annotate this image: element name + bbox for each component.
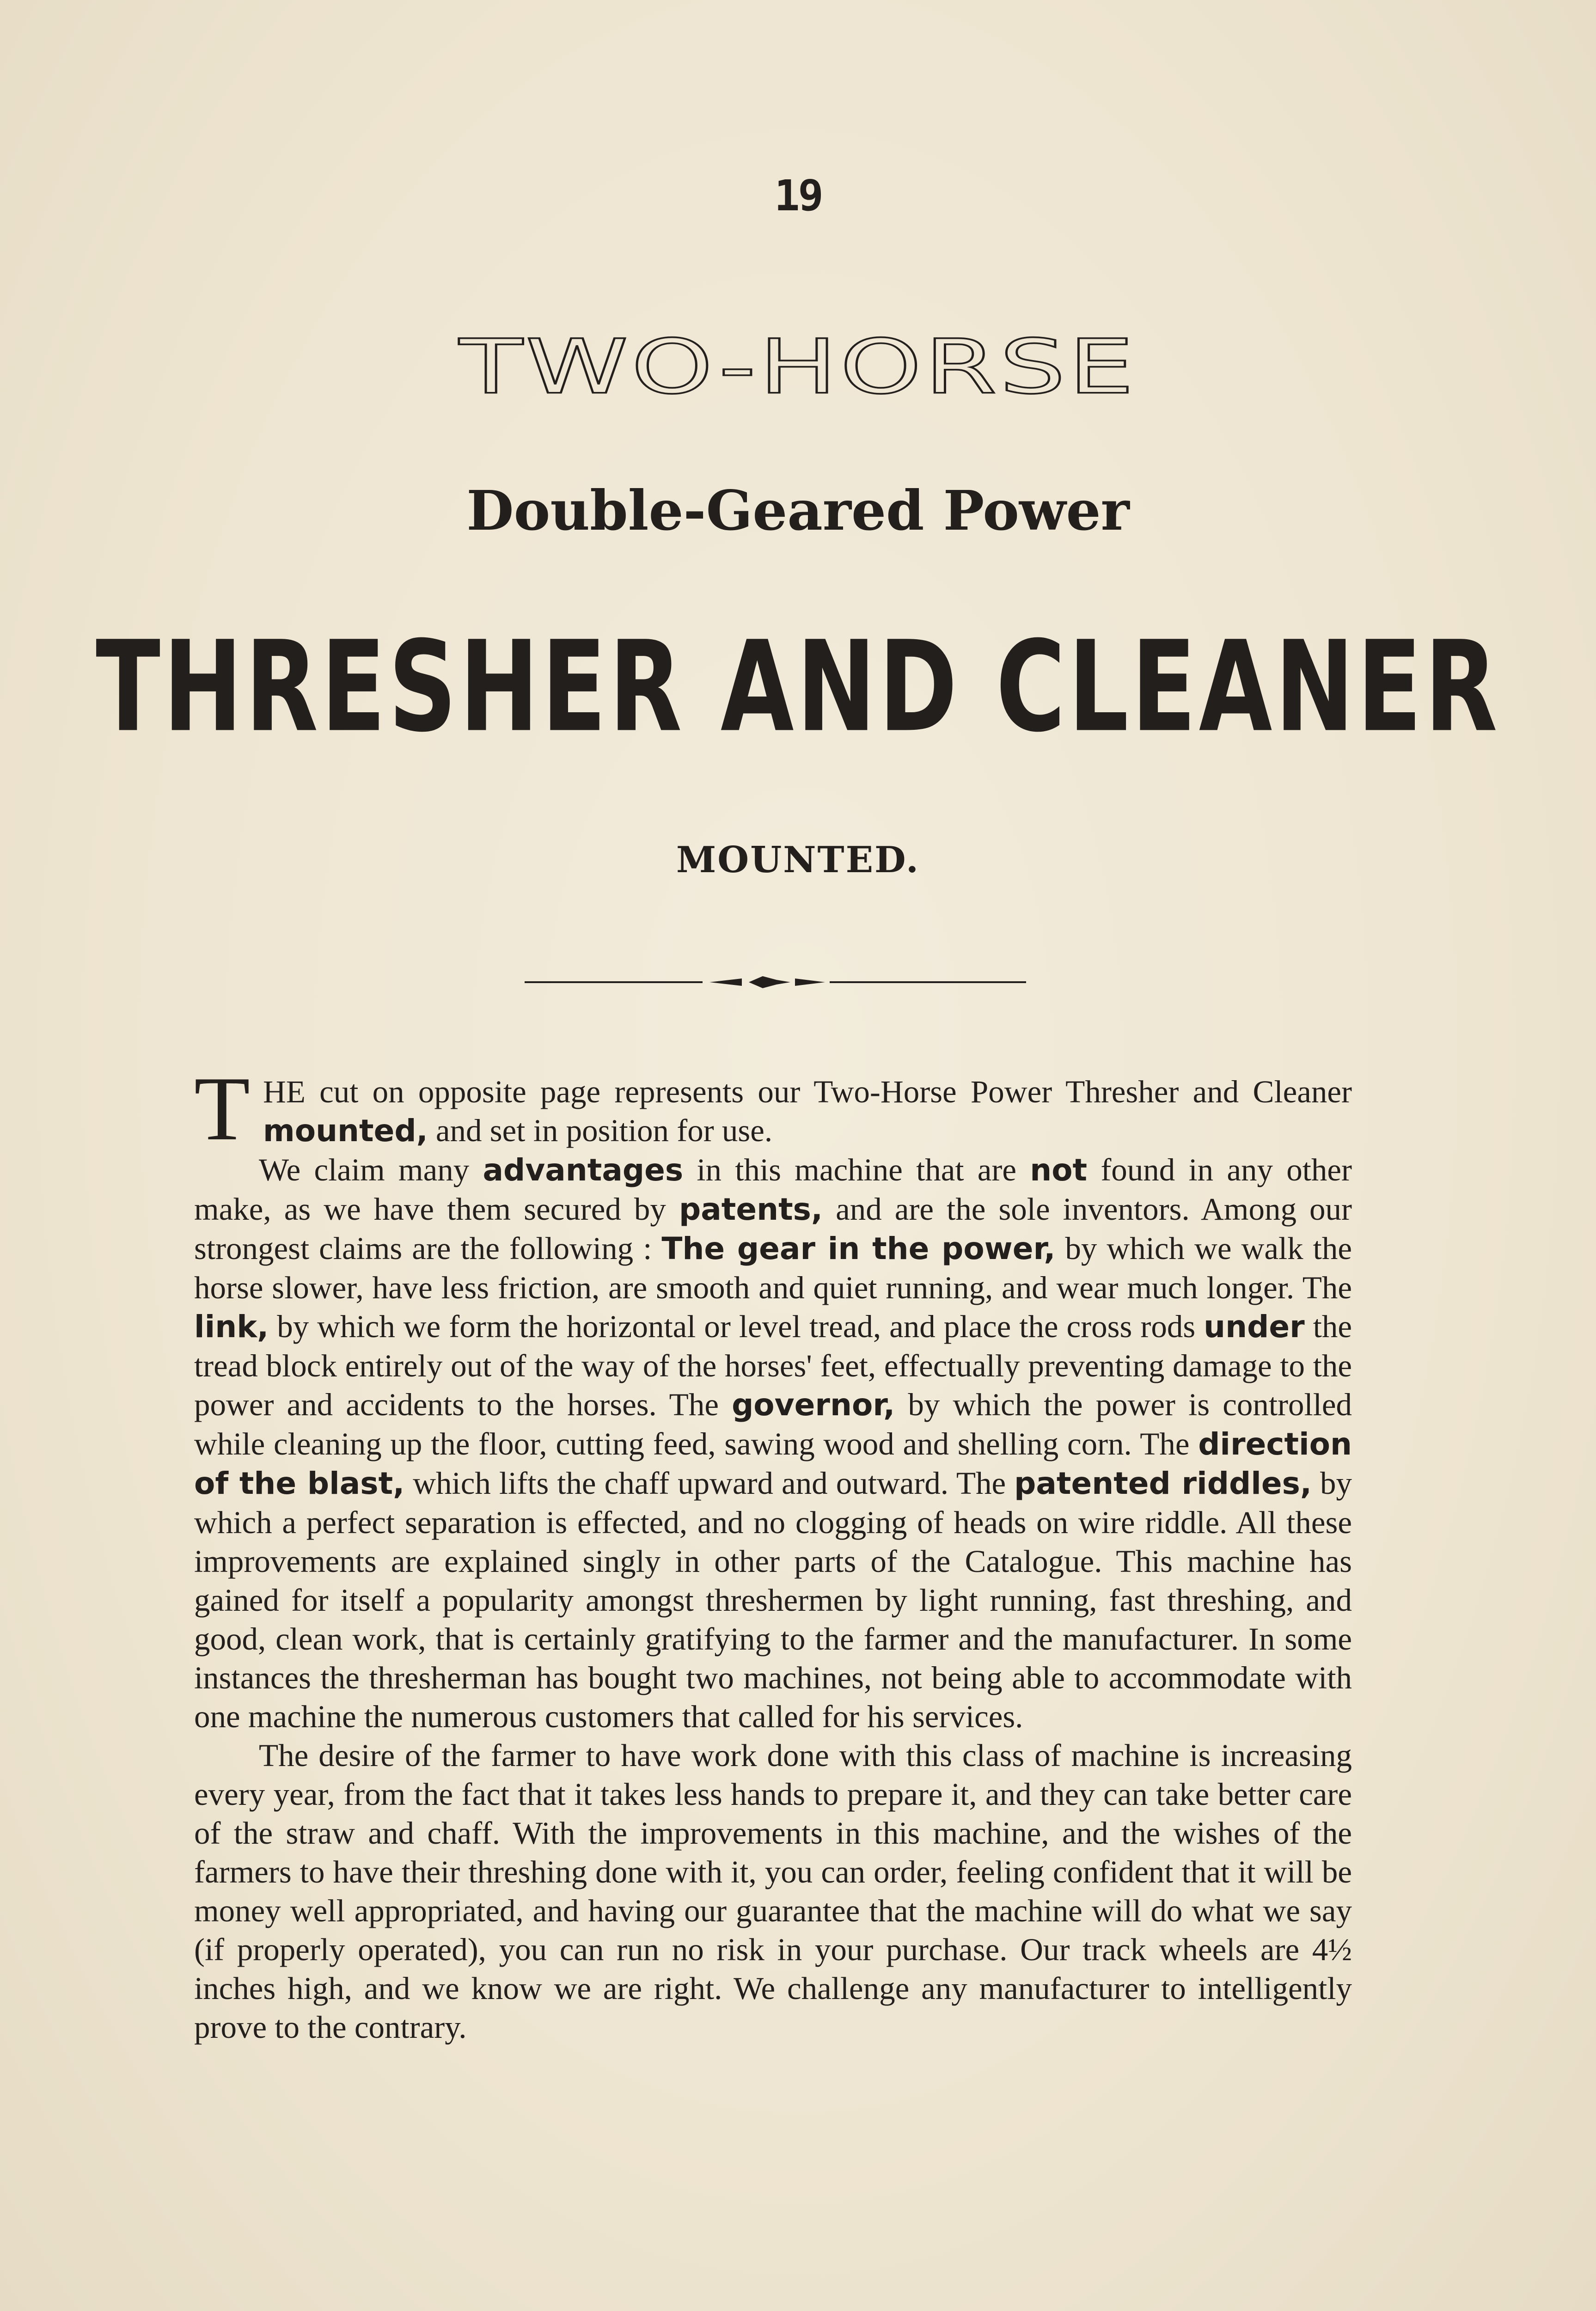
text-run: in this machine that are	[683, 1152, 1030, 1187]
keyword-direction-of-blast: direction of the blast,	[194, 1426, 1352, 1501]
heading-thresher-and-cleaner: THRESHER AND CLEANER	[96, 615, 1500, 760]
text-run: and are the sole inventors. Among our strongest claims are the following :	[194, 1192, 1352, 1266]
keyword-gear-in-power: The gear in the power,	[661, 1231, 1056, 1266]
keyword-mounted: mounted,	[263, 1113, 428, 1149]
text-run: We claim many	[259, 1152, 483, 1187]
text-run: the tread block entirely out of the way of the horses' feet, effectually preventing damage to the power and accidents to the horses. The	[194, 1309, 1352, 1422]
drop-cap: T	[194, 1058, 250, 1159]
keyword-link: link,	[194, 1309, 269, 1345]
text-run: by which a perfect separation is effected, and no clogging of heads on wire riddle. All these improvements are explained singly in other parts of the Catalogue. This machine has gained for itself a popularity amongst threshermen by light running, fast threshing, and good, clean work, that is certainly gratifying to the farmer and the manufacturer. In some instances the thresherman has bought two machines, not being able to accommodate with one machine the numerous customers that called for his services.	[194, 1466, 1352, 1734]
text-run: by which we form the horizontal or level tread, and place the cross rods	[269, 1309, 1204, 1344]
keyword-under: under	[1204, 1309, 1305, 1345]
keyword-patents: patents,	[679, 1192, 823, 1227]
text-run: HE cut on opposite page represents our Two-Horse Power Thresher and Cleaner	[263, 1074, 1352, 1109]
heading-mounted: MOUNTED.	[676, 839, 920, 881]
keyword-governor: governor,	[732, 1387, 895, 1423]
paragraph-intro	[194, 1058, 1352, 1159]
text-run: by which we walk the horse slower, have less friction, are smooth and quiet running, and wear much longer. The	[194, 1231, 1352, 1305]
text-run: and set in position for use.	[428, 1113, 773, 1148]
text-run: which lifts the chaff upward and outward. The	[404, 1466, 1015, 1501]
body-text	[194, 1058, 1352, 2047]
text-run: found in any other make, as we have them secured by	[194, 1152, 1352, 1227]
ornamental-divider	[525, 966, 1026, 998]
heading-two-horse: TWO-HORSE	[459, 324, 1137, 411]
text-run: by which the power is controlled while cleaning up the floor, cutting feed, sawing wood and shelling corn. The	[194, 1387, 1352, 1461]
paragraph-claims	[194, 1150, 1352, 1736]
paragraph-desire: The desire of the farmer to have work done with this class of machine is increasing every year, from the fact that it takes less hands to prepare it, and they can take better care of the straw and chaff. With the improvements in this machine, and the wishes of the farmers to have their threshing done with it, you can order, feeling confident that it will be money well appropriated, and having our guarantee that the machine will do what we say (if properly operated), you can run no risk in your purchase. Our track wheels are 4½ inches high, and we know we are right. We challenge any manufacturer to intelligently prove to the contrary.	[194, 1738, 1352, 2045]
keyword-advantages: advantages	[483, 1152, 684, 1188]
heading-double-geared-power: Double-Geared Power	[466, 478, 1130, 543]
keyword-not: not	[1030, 1152, 1088, 1188]
keyword-patented-riddles: patented riddles,	[1014, 1466, 1312, 1501]
page-number: 19	[774, 171, 822, 220]
